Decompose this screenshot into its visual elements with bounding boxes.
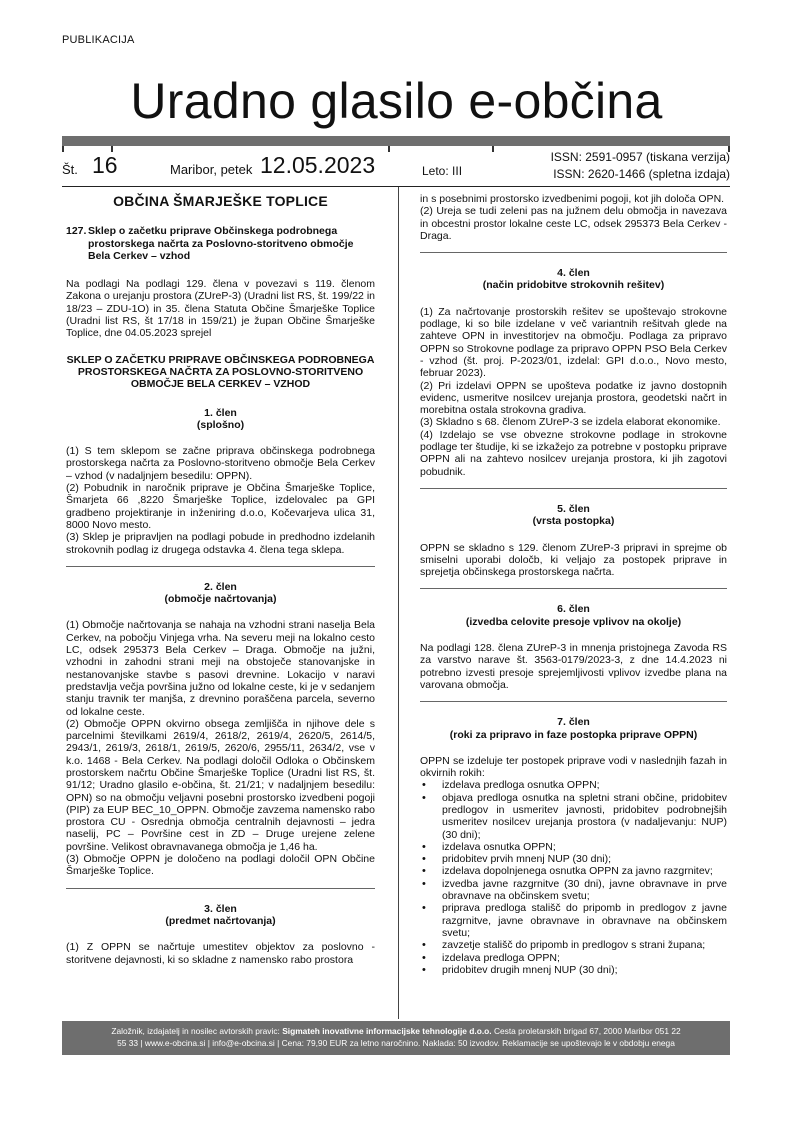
issue-date: 12.05.2023 [260,152,376,178]
item-number: 127. [66,225,87,238]
list-item: • zavzetje stališč do pripomb in predlogov s strani župana; [420,939,727,951]
footer-phone-tail: 55 33 | [117,1038,143,1048]
section-separator [420,588,727,589]
publication-label: PUBLIKACIJA [62,34,135,46]
continued-para-2: (2) Ureja se tudi zeleni pas na južnem delu območja in navezava in obcestni prostor lokalne ceste LC, odsek 295373 Bela Cerkev - Draga. [420,205,727,242]
article-4-para-3: (3) Skladno s 68. členom ZUreP-3 se izdela elaborat ekonomike. [420,416,721,429]
article-4-para-2: (2) Pri izdelavi OPPN se upošteva podatke iz javno dostopnih evidenc, usmeritve nosilcev urejanja prostora, geodetski načrt in morebitna ostala strokovna gradiva. [420,379,727,417]
article-3-subtitle: (predmet načrtovanja) [165,914,276,927]
article-3-para-1: (1) Z OPPN se načrtuje umestitev objektov za poslovno - storitvene dejavnosti, ki so skladne z namensko rabo prostora [66,941,375,966]
item-title: Sklep o začetku priprave Občinskega podrobnega prostorskega načrta za Poslovno-storitveno območje Bela Cerkev – vzhod [88,225,354,262]
municipality-title: OBČINA ŠMARJEŠKE TOPLICE [113,193,328,209]
article-5-title: 5. člen [557,502,590,515]
footer-address: Cesta proletarskih brigad 67, 2000 Maribor 051 22 [493,1026,681,1036]
article-2-title: 2. člen [204,580,237,593]
article-5-para-1: OPPN se skladno s 129. členom ZUreP-3 pripravi in sprejme ob smiselni uporabi določb, ki veljajo za postopek priprave in sprejetja občinskega prostorskega načrta. [420,541,727,579]
section-separator [420,252,727,253]
intro-paragraph: Na podlagi Na podlagi 129. člena v povezavi s 119. členom Zakona o urejanju prostora (ZUreP-3) (Uradni list RS, št. 199/22 in 18/23 – ZDU-1O) in 35. člena Statuta Občine Šmarješke Toplice (Uradni list RS, št 17/18 in 159/21) je župan Občine Šmarješke Toplice, dne 04.05.2023 sprejel [66,278,375,340]
footer-line-2 [74,1037,718,1049]
issn-online: ISSN: 2620-1466 (spletna izdaja) [553,167,730,181]
article-7-subtitle: (roki za pripravo in faze postopka priprave OPPN) [449,728,698,741]
footer-publisher-name: Sigmateh inovativne informacijske tehnologije d.o.o. [282,1026,492,1036]
list-item: • objava predloga osnutka na spletni strani občine, pridobitev predlogov in usmeritev javnosti, pridobitev podrobnejših usmeritev nosilcev urejanja prostora (v nadaljevanju: NUP) (30 dni); [420,792,727,841]
article-6-title: 6. člen [557,603,590,616]
footer-email-link[interactable]: info@e-obcina.si | [212,1038,280,1048]
article-2-subtitle: (območje načrtovanja) [164,593,277,606]
article-2-para-2: (2) Območje OPPN okvirno obsega zemljišča in njihove dele s parcelnimi številkami 2619/4, 2618/2, 2619/4, 2620/5, 2614/5, 2943/1, 2619/3, 2618/1, 2619/5, 2620/6, 2955/11, 2634/2, vse v k.o. 1468 - Bela Cerkev. Na podlagi določil Odloka o Občinskem prostorskem načrtu Občine Šmarješke Toplice (Uradni list RS, št. 91/12; Uradno glasilo e-občina, št. 21/21; v nadaljnjem besedilu: OPN) so na območju veljavni posebni prostorsko izvedbeni pogoji (PIP) za EUP BEC_10_OPPN. Območje zavzema namensko rabo prostora CU - Osrednja območja centralnih dejavnosti – jedra naselij, PC – Površine cest in ZD – Druge urejene zelene površine. Velikost obravnavanega območja je 1,46 ha. [66,717,375,853]
article-2-para-3: (3) Območje OPPN je določeno na podlagi določil OPN Občine Šmarješke Toplice. [66,853,375,878]
article-7-title: 7. člen [557,716,590,729]
footer-price-info: Cena: 79,90 EUR za letno naročnino. Naklada: 50 izvodov. Reklamacije se upoštevajo le v obdobju enega [281,1038,675,1048]
article-4-title: 4. člen [557,267,590,280]
article-1-para-2: (2) Pobudnik in naročnik priprave je Občina Šmarješke Toplice, Šmarjeta 66 ,8220 Šmarješke Toplice, izdelovalec pa GPI gradbeno projektiranje in inženiring d.o.o, Kočevarjeva ulica 31, 8000 Novo mesto. [66,482,375,531]
section-separator [420,701,727,702]
article-1-title: 1. člen [204,406,237,419]
article-4-subtitle: (način pridobitve strokovnih rešitev) [482,279,665,292]
issue-number: 16 [92,152,118,178]
section-separator [66,566,375,567]
article-1-subtitle: (splošno) [196,418,245,431]
article-4-para-1: (1) Za načrtovanje prostorskih rešitev se upoštevajo strokovne podlage, ki so bile izdelane v več variantnih rešitvah glede na zahteve OPN in investitorjev na območju. Podlaga za pripravo OPPN so Strokovne podlage za pripravo OPPN PSO Bela Cerkev - vzhod (št. proj. P-2023/01, izdelal: GPI d.o.o., Novo mesto, februar 2023). [420,305,727,380]
year-label: Leto: III [422,164,463,178]
list-item: • izdelava predloga osnutka OPPN; [420,779,727,791]
article-6-subtitle: (izvedba celovite presoje vplivov na okolje) [465,615,682,628]
article-1-para-1: (1) S tem sklepom se začne priprava občinskega podrobnega prostorskega načrta za Poslovno-storitveno območje Bela Cerkev – vzhod (v nadaljnjem besedilu: OPPN). [66,445,375,482]
article-5-subtitle: (vrsta postopka) [532,515,615,528]
masthead-rule [62,136,730,146]
section-separator [66,888,375,889]
section-separator [420,488,727,489]
left-column [66,193,375,966]
continued-para-1: in s posebnimi prostorsko izvedbenimi pogoji, kot jih določa OPN. [420,193,725,205]
issue-prefix: Št. [62,162,78,177]
issn-print: ISSN: 2591-0957 (tiskana verzija) [550,150,730,164]
dateline: Maribor, petek [170,162,253,177]
footer-publisher-prefix: Založnik, izdajatelj in nosilec avtorskih pravic: [111,1026,280,1036]
decree-title: SKLEP O ZAČETKU PRIPRAVE OBČINSKEGA PODROBNEGA PROSTORSKEGA NAČRTA ZA POSLOVNO-STORITVENO OBMOČJE BELA CERKEV – VZHOD [66,353,375,391]
article-3-title: 3. člen [204,902,237,915]
column-divider [398,187,399,1019]
footer-line-1 [74,1025,718,1037]
article-1-para-3: (3) Sklep je pripravljen na podlagi pobude in predhodno izdelanih strokovnih podlag iz drugega odstavka 4. člena tega sklepa. [66,531,375,556]
masthead-title: Uradno glasilo e-občina [130,73,663,129]
issue-bar [62,150,730,186]
list-item: • izdelava osnutka OPPN; [420,841,727,853]
article-7-intro: OPPN se izdeluje ter postopek priprave vodi v naslednjih fazah in okvirnih rokih: [420,754,727,780]
footer-bar [62,1021,730,1055]
list-item: • izdelava dopolnjenega osnutka OPPN za javno razgrnitev; [420,865,727,877]
phase-list [420,779,727,976]
list-item: • pridobitev prvih mnenj NUP (30 dni); [420,853,727,865]
article-2-para-1: (1) Območje načrtovanja se nahaja na vzhodni strani naselja Bela Cerkev, na pobočju Vinjega vrha. Na severu meji na lokalno cesto LC, odsek 295373 Bela Cerkev – Draga. Območje na južni, vzhodni in zahodni strani meji na obstoječe stanovanjske in nestanovanjske stavbe s pasovi drevnine. Lokacijo v naravi predstavlja večja površina južno od lokalne ceste, ki je v sedanjem stanju travnik ter manjša, z drevnino poraščena parcela, severno od lokalne ceste. [66,619,375,718]
article-4-para-4: (4) Izdelajo se vse obvezne strokovne podlage in strokovne podlage ter študije, ki se izkažejo za potrebne v postopku priprave OPPN ali na zahtevo nosilcev urejanja prostora, ki jih zagotovi pobudnik. [420,428,728,478]
right-column [420,193,727,976]
list-item: • izdelava predloga OPPN; [420,952,727,964]
article-6-para-1: Na podlagi 128. člena ZUreP-3 in mnenja pristojnega Zavoda RS za varstvo narave št. 3563-0179/2023-3, z dne 14.4.2023 ni potrebno izvesti presoje sprejemljivosti vplivov izvedbe plana na varovana območja. [420,642,727,691]
list-item: • izvedba javne razgrnitve (30 dni), javne obravnave in prve obravnave na občinskem svetu; [420,878,727,903]
list-item: • priprava predloga stališč do pripomb in predlogov z javne razgrnitve, javne obravnave in obravnave na občinskem svetu; [420,902,727,939]
footer-website-link[interactable]: www.e-obcina.si | [144,1038,210,1048]
list-item: • pridobitev drugih mnenj NUP (30 dni); [420,964,727,976]
item-heading [66,225,375,262]
header-rule [62,186,730,187]
